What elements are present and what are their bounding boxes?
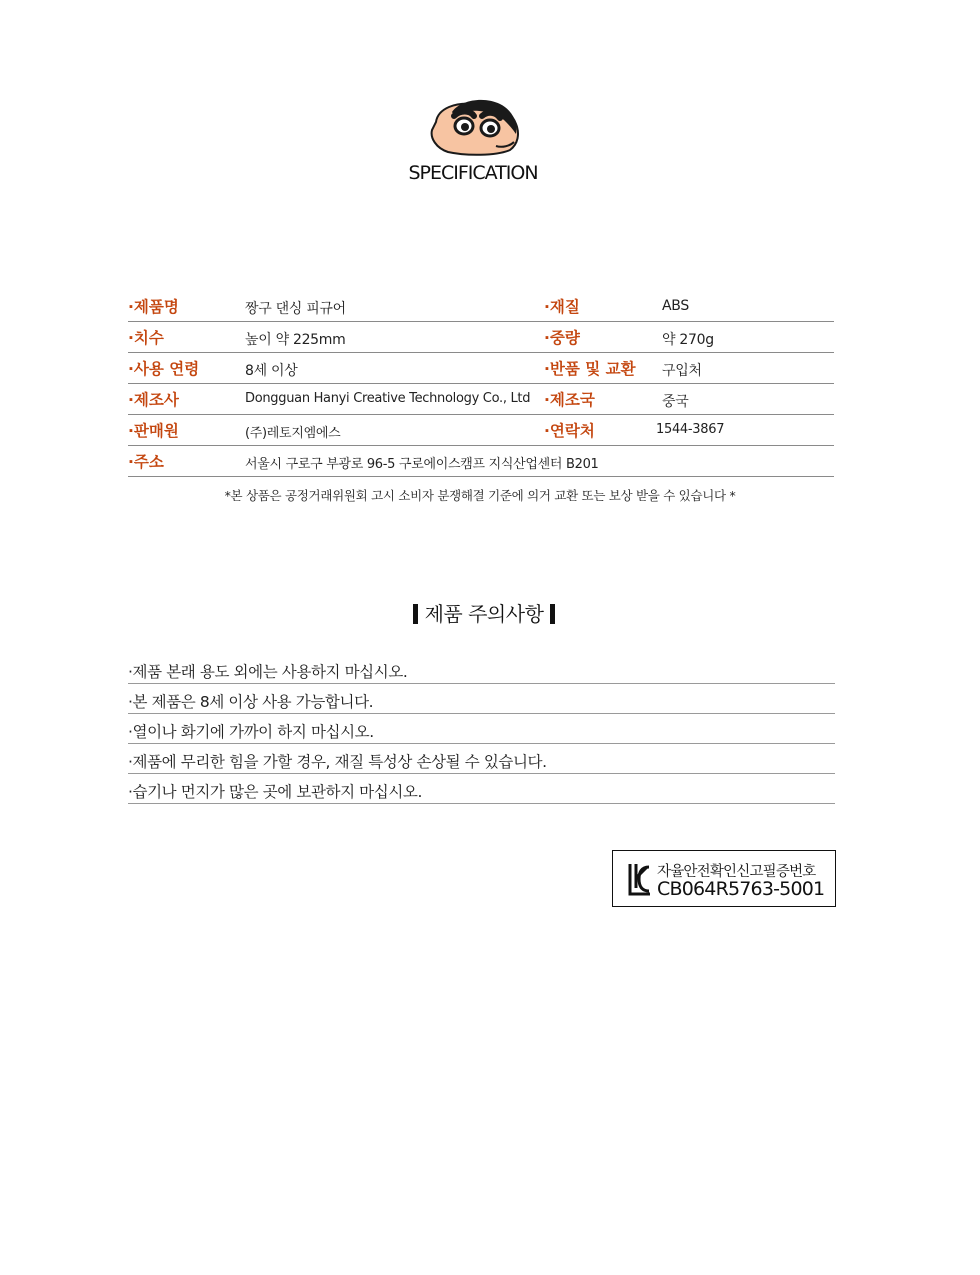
spec-label: ·치수 <box>128 329 164 347</box>
kc-number: CB064R5763-5001 <box>657 878 825 900</box>
caution-title: 제품 주의사항 <box>424 602 544 626</box>
spec-row-address <box>128 446 834 477</box>
caution-text: ·본 제품은 8세 이상 사용 가능합니다. <box>128 693 374 711</box>
spec-label: ·제품명 <box>128 298 179 316</box>
spec-label: ·주소 <box>128 453 164 471</box>
heading-bar <box>413 604 418 624</box>
spec-row <box>128 415 834 446</box>
list-item <box>128 684 835 714</box>
spec-label: ·제조국 <box>544 391 595 409</box>
spec-value: 서울시 구로구 부광로 96-5 구로에이스캠프 지식산업센터 B201 <box>245 457 599 472</box>
caution-text: ·제품에 무리한 힘을 가할 경우, 재질 특성상 손상될 수 있습니다. <box>128 753 547 771</box>
list-item <box>128 714 835 744</box>
caution-text: ·습기나 먼지가 많은 곳에 보관하지 마십시오. <box>128 783 423 801</box>
spec-title: SPECIFICATION <box>408 162 538 184</box>
spec-label: ·연락처 <box>544 422 595 440</box>
kc-certification-box <box>612 850 836 907</box>
spec-value: 약 270g <box>662 332 714 348</box>
spec-value: 중국 <box>662 394 689 410</box>
spec-label: ·판매원 <box>128 422 179 440</box>
spec-value: 1544-3867 <box>656 422 725 437</box>
exchange-note: *본 상품은 공정거래위원회 고시 소비자 분쟁해결 기준에 의거 교환 또는 보상 받을 수 있습니다 * <box>224 488 736 503</box>
list-item <box>128 774 835 804</box>
spec-value: 구입처 <box>662 363 702 379</box>
caution-list <box>128 654 835 804</box>
spec-label: ·재질 <box>544 298 580 316</box>
list-item <box>128 654 835 684</box>
spec-value: ABS <box>662 298 689 314</box>
shinchan-face-icon <box>426 94 522 158</box>
spec-row <box>128 322 834 353</box>
spec-value: (주)레토지엠에스 <box>245 426 341 441</box>
spec-value: 짱구 댄싱 피규어 <box>245 301 346 317</box>
spec-label: ·반품 및 교환 <box>544 360 636 378</box>
spec-table <box>128 291 834 477</box>
spec-row <box>128 291 834 322</box>
spec-row <box>128 384 834 415</box>
heading-bar <box>550 604 555 624</box>
caution-text: ·제품 본래 용도 외에는 사용하지 마십시오. <box>128 663 408 681</box>
spec-row <box>128 353 834 384</box>
kc-mark-icon <box>627 861 653 897</box>
kc-label: 자율안전확인신고필증번호 <box>657 864 816 880</box>
spec-value: Dongguan Hanyi Creative Technology Co., Ltd <box>245 391 531 406</box>
caution-heading <box>0 598 968 627</box>
spec-label: ·중량 <box>544 329 580 347</box>
spec-value: 8세 이상 <box>245 363 298 379</box>
spec-label: ·제조사 <box>128 391 179 409</box>
spec-value: 높이 약 225mm <box>245 332 346 348</box>
list-item <box>128 744 835 774</box>
spec-label: ·사용 연령 <box>128 360 200 378</box>
caution-text: ·열이나 화기에 가까이 하지 마십시오. <box>128 723 374 741</box>
